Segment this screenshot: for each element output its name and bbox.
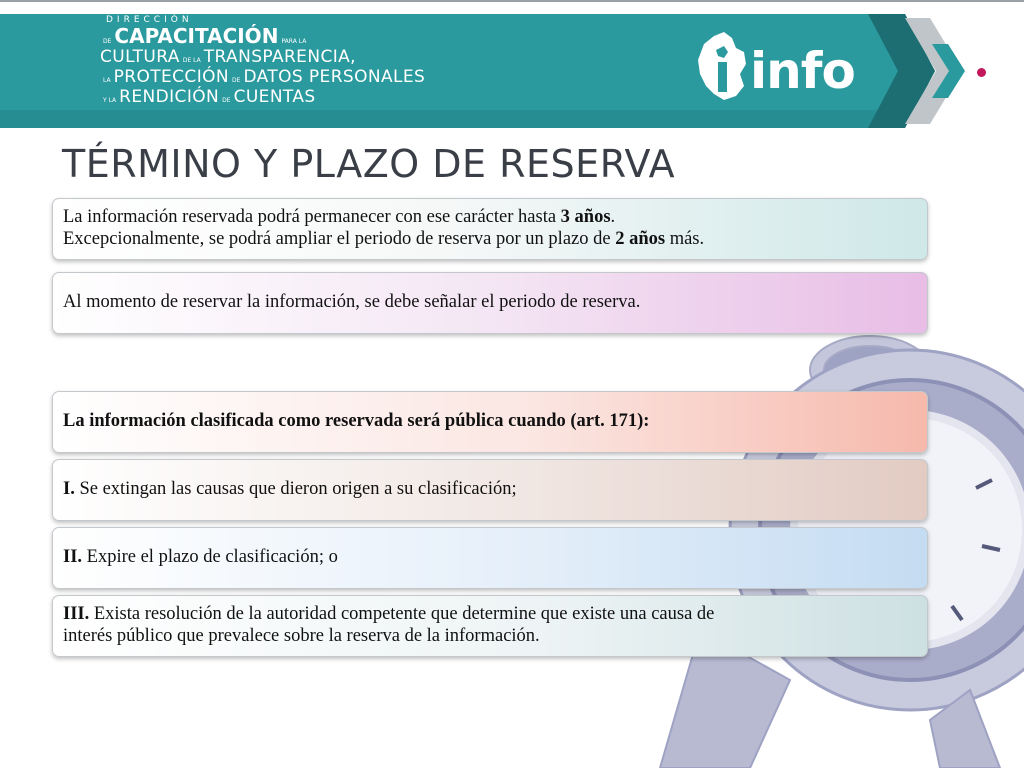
org-line-3 — [100, 49, 425, 66]
public-when-heading-box — [52, 391, 928, 453]
condition-description: Exista resolución de la autoridad competente que determine que existe una causa de — [89, 604, 715, 625]
brand-wordmark: info — [750, 42, 855, 100]
public-when-heading: La información clasificada como reservada será pública cuando (art. 171): — [63, 411, 650, 432]
condition-number: II. — [63, 547, 83, 568]
top-rule — [0, 0, 1024, 2]
condition-number: I. — [63, 479, 75, 500]
org-word-proteccion: PROTECCIÓN — [113, 67, 230, 87]
org-word-datos: DATOS PERSONALES — [243, 67, 426, 87]
reserve-duration-line-2 — [63, 229, 917, 251]
reserve-duration-line-1 — [63, 207, 917, 229]
condition-description: Expire el plazo de clasificación; o — [82, 547, 338, 568]
org-logo-text — [100, 14, 425, 106]
condition-i-text — [63, 479, 917, 501]
org-word-cultura: CULTURA — [100, 47, 180, 67]
org-word-capacitacion: CAPACITACIÓN — [114, 24, 279, 48]
org-line-5 — [100, 89, 425, 106]
condition-number: III. — [63, 604, 90, 625]
org-line-2 — [100, 26, 425, 46]
org-word-transparencia: TRANSPARENCIA, — [203, 47, 356, 67]
condition-i-box — [52, 459, 928, 521]
accent-dot — [977, 68, 986, 77]
text-segment: . — [610, 207, 616, 228]
org-word-direccion: DIRECCIÓN — [106, 15, 193, 25]
reserve-period-box — [52, 272, 928, 334]
org-word-rendicion: RENDICIÓN — [119, 87, 220, 107]
org-word-de: DE — [103, 38, 112, 45]
condition-iii-box — [52, 595, 928, 657]
org-line-4 — [100, 69, 425, 86]
page-title: TÉRMINO Y PLAZO DE RESERVA — [62, 142, 676, 186]
condition-iii-line-2: interés público que prevalece sobre la reserva de la información. — [63, 626, 540, 646]
condition-ii-text — [63, 547, 917, 569]
bold-years-2: 2 años — [615, 229, 666, 249]
org-word-de-3: DE — [222, 97, 231, 104]
condition-ii-box — [52, 527, 928, 589]
org-word-la: LA — [103, 77, 111, 84]
condition-description: Se extingan las causas que dieron origen a su clasificación; — [74, 479, 517, 500]
org-word-y-la: Y LA — [103, 97, 117, 104]
org-word-de-2: DE — [232, 77, 241, 84]
org-word-de-la: DE LA — [182, 57, 201, 64]
text-segment: más. — [665, 229, 705, 249]
condition-iii-line-1 — [63, 604, 917, 626]
org-word-para-la: PARA LA — [281, 38, 307, 45]
bold-years-3: 3 años — [560, 207, 611, 228]
reserve-duration-box — [52, 198, 928, 260]
text-segment: La información reservada podrá permanecer con ese carácter hasta — [63, 207, 561, 228]
reserve-period-text: Al momento de reservar la información, se debe señalar el periodo de reserva. — [63, 292, 641, 313]
org-word-cuentas: CUENTAS — [233, 87, 316, 107]
text-segment: Excepcionalmente, se podrá ampliar el periodo de reserva por un plazo de — [63, 229, 616, 249]
